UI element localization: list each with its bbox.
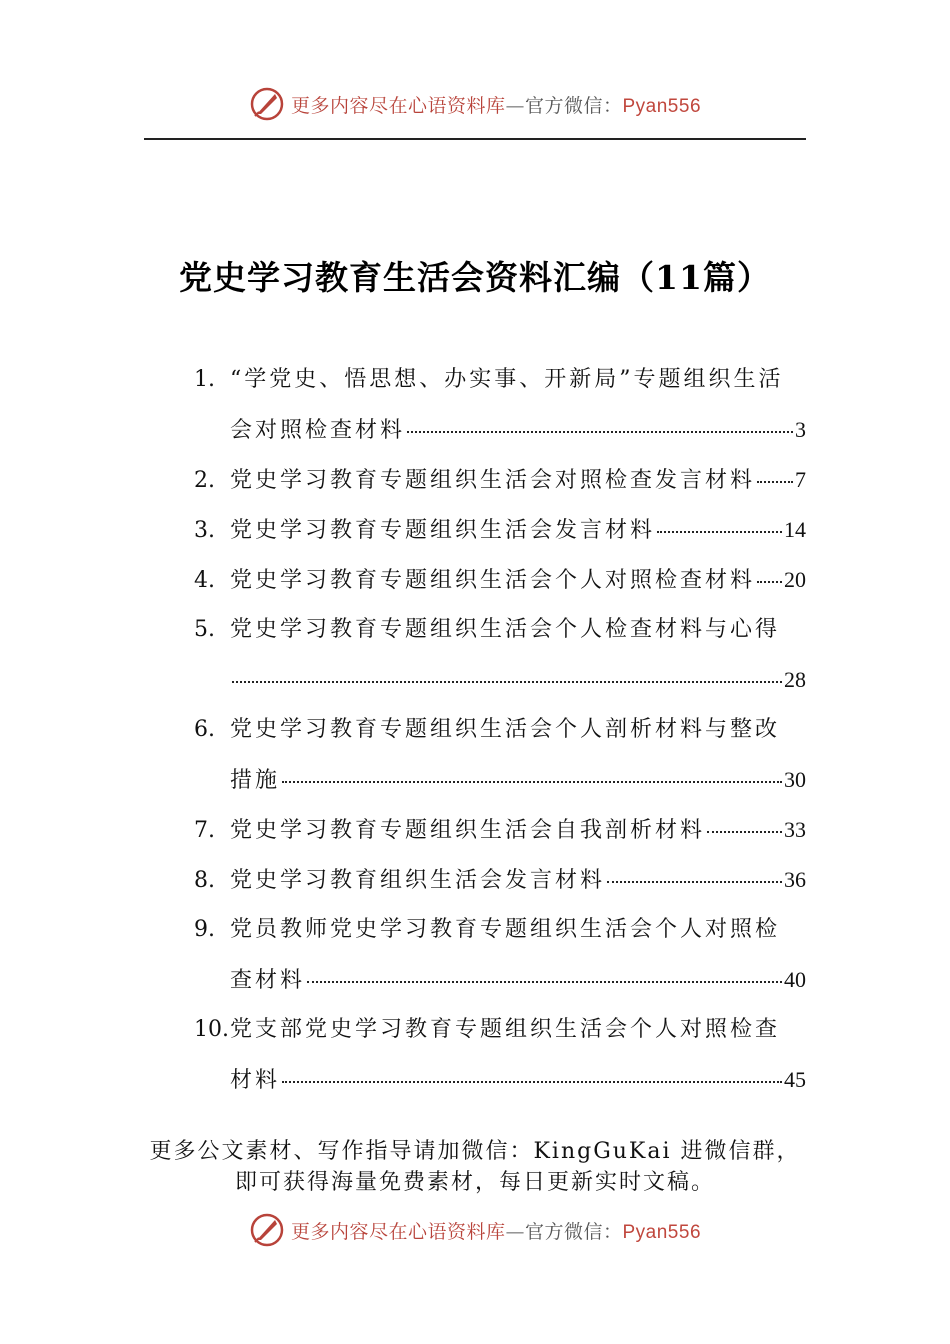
toc-entry[interactable] [194, 805, 806, 855]
header-divider [144, 138, 806, 140]
toc-entry[interactable] [194, 355, 806, 455]
toc-number: 2. [194, 468, 215, 493]
page-title: 党史学习教育生活会资料汇编（11篇） [179, 258, 771, 297]
toc-page: 7 [795, 467, 806, 492]
toc-leader [307, 981, 782, 983]
banner-part1: 更多内容尽在心语资料库 [290, 94, 506, 117]
toc-title: 党史学习教育专题组织生活会自我剖析材料 [230, 818, 706, 843]
toc-number: 5. [194, 617, 215, 642]
banner-part2: 官方微信： [524, 1220, 623, 1243]
footer-line-2: 即可获得海量免费素材，每日更新实时文稿。 [234, 1170, 715, 1195]
toc-leader [282, 1081, 782, 1083]
toc-leader [407, 431, 793, 433]
toc-page: 28 [784, 667, 806, 692]
toc-page: 36 [784, 867, 806, 892]
toc-leader [757, 581, 782, 583]
toc-number: 8. [194, 868, 215, 893]
toc-title: 党支部党史学习教育专题组织生活会个人对照检查 [230, 1017, 781, 1042]
banner-wechat-id: Pyan556 [622, 1221, 702, 1243]
toc-number: 7. [194, 818, 215, 843]
banner-text [291, 1217, 701, 1244]
toc-page: 40 [784, 967, 806, 992]
toc-leader [282, 781, 782, 783]
toc-title-cont: 查材料 [230, 968, 306, 993]
toc-number: 9. [194, 917, 215, 942]
toc-leader [607, 881, 782, 883]
banner-wechat-id: Pyan556 [622, 95, 702, 117]
banner-part1: 更多内容尽在心语资料库 [290, 1220, 506, 1243]
toc-title: “学党史、悟思想、办实事、开新局”专题组织生活 [230, 367, 784, 392]
banner-part2: 官方微信： [524, 94, 623, 117]
toc-title-cont: 措施 [230, 768, 281, 793]
toc-leader [232, 681, 782, 683]
toc-number: 1. [194, 367, 215, 392]
footer-banner [0, 1210, 950, 1250]
toc-page: 14 [784, 517, 806, 542]
quill-logo-icon [249, 1212, 285, 1248]
toc-page: 30 [784, 767, 806, 792]
toc-leader [657, 531, 782, 533]
toc-entry[interactable] [194, 905, 806, 1005]
toc-title: 党史学习教育组织生活会发言材料 [230, 868, 606, 893]
toc-leader [757, 481, 793, 483]
toc-title: 党史学习教育专题组织生活会对照检查发言材料 [230, 468, 756, 493]
footer-line-1: 更多公文素材、写作指导请加微信：KingGuKai 进微信群， [149, 1139, 801, 1164]
toc-entry[interactable] [194, 705, 806, 805]
toc-page: 45 [784, 1067, 806, 1092]
toc-title: 党史学习教育专题组织生活会个人检查材料与心得 [230, 617, 781, 642]
toc-entry[interactable] [194, 855, 806, 905]
toc-entry[interactable] [194, 1005, 806, 1105]
banner-text [291, 91, 701, 118]
toc-number: 10. [194, 1017, 229, 1042]
toc-entry[interactable] [194, 505, 806, 555]
banner-dash: — [505, 94, 525, 117]
quill-logo-icon [249, 86, 285, 122]
toc-title-cont: 会对照检查材料 [230, 418, 406, 443]
toc-title: 党史学习教育专题组织生活会发言材料 [230, 518, 656, 543]
toc-page: 33 [784, 817, 806, 842]
toc-page: 3 [795, 417, 806, 442]
toc-entry[interactable] [194, 555, 806, 605]
toc-title: 党史学习教育专题组织生活会个人对照检查材料 [230, 568, 756, 593]
toc-title: 党员教师党史学习教育专题组织生活会个人对照检 [230, 917, 781, 942]
header-banner [0, 84, 950, 124]
toc-leader [707, 831, 782, 833]
toc-title: 党史学习教育专题组织生活会个人剖析材料与整改 [230, 717, 781, 742]
footer-note [0, 1136, 950, 1198]
toc-number: 3. [194, 518, 215, 543]
banner-dash: — [505, 1220, 525, 1243]
toc-title-cont: 材料 [230, 1068, 281, 1093]
toc-number: 4. [194, 568, 215, 593]
toc-page: 20 [784, 567, 806, 592]
toc-number: 6. [194, 717, 215, 742]
toc-entry[interactable] [194, 455, 806, 505]
toc-entry[interactable] [194, 605, 806, 705]
table-of-contents [194, 355, 806, 1105]
